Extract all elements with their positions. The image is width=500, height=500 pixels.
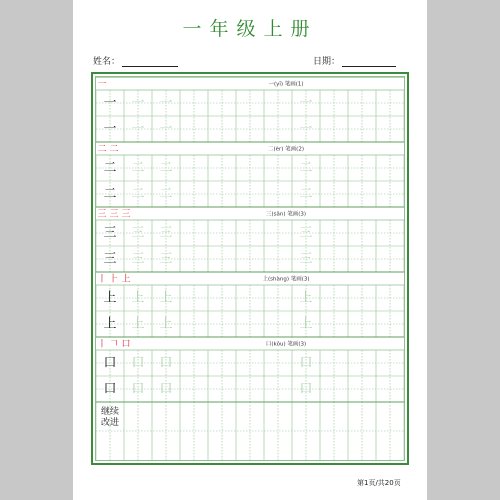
trace-character: 一 <box>159 121 173 137</box>
trace-character: 口 <box>299 355 313 371</box>
stroke-order-char: 三 <box>121 209 131 220</box>
trace-character: 口 <box>299 381 313 397</box>
model-character: 上 <box>103 290 117 306</box>
trace-character: 二 <box>299 186 313 202</box>
stroke-order-char: 三 <box>109 209 119 220</box>
trace-character: 口 <box>159 355 173 371</box>
trace-character: 二 <box>299 160 313 176</box>
trace-character: 二 <box>159 186 173 202</box>
page-footer: 第1页/共20页 <box>357 479 401 487</box>
stroke-order-char: 三 <box>97 209 107 220</box>
model-character: 二 <box>103 160 117 176</box>
model-character: 一 <box>103 95 117 111</box>
character-label: 二(èr) 笔画(2) <box>268 146 304 153</box>
stroke-order-char: 一 <box>97 79 107 90</box>
practice-grid-frame <box>91 72 409 465</box>
worksheet-page <box>73 0 427 500</box>
trace-character: 上 <box>159 290 173 306</box>
trace-character: 上 <box>159 316 173 332</box>
trace-character: 一 <box>131 95 145 111</box>
stroke-order-char: 二 <box>97 144 107 155</box>
trace-character: 三 <box>159 225 173 241</box>
stroke-order-char: 上 <box>121 274 131 285</box>
stroke-order-char: 二 <box>109 144 119 155</box>
practice-grid <box>95 76 405 461</box>
stroke-order-char: 丨 <box>97 274 107 285</box>
model-character: 二 <box>103 186 117 202</box>
trace-character: 一 <box>131 121 145 137</box>
trace-character: 上 <box>131 316 145 332</box>
trace-character: 口 <box>159 381 173 397</box>
date-label: 日期： <box>313 57 341 67</box>
trace-character: 口 <box>131 381 145 397</box>
practice-grid-svg <box>96 77 404 460</box>
trace-character: 口 <box>131 355 145 371</box>
trace-character: 三 <box>159 251 173 267</box>
continue-label: 继续 <box>100 407 120 417</box>
trace-character: 一 <box>299 121 313 137</box>
model-character: 三 <box>103 251 117 267</box>
name-label: 姓名： <box>93 57 121 67</box>
character-label: 口(kǒu) 笔画(3) <box>265 341 307 348</box>
stroke-order-char: ⺊ <box>109 274 119 285</box>
trace-character: 三 <box>299 225 313 241</box>
trace-character: 上 <box>299 290 313 306</box>
trace-character: 一 <box>159 95 173 111</box>
date-field <box>313 54 396 67</box>
trace-character: 三 <box>299 251 313 267</box>
continue-label: 改进 <box>100 418 120 428</box>
stroke-order-char: 丨 <box>97 339 107 350</box>
trace-character: 上 <box>299 316 313 332</box>
name-blank-line[interactable] <box>122 56 178 67</box>
model-character: 一 <box>103 121 117 137</box>
trace-character: 二 <box>159 160 173 176</box>
trace-character: 三 <box>131 225 145 241</box>
stroke-order-char: 口 <box>121 339 131 350</box>
trace-character: 一 <box>299 95 313 111</box>
date-blank-line[interactable] <box>342 56 396 67</box>
character-label: 三(sān) 笔画(3) <box>265 211 307 218</box>
trace-character: 二 <box>131 160 145 176</box>
model-character: 口 <box>103 381 117 397</box>
model-character: 口 <box>103 355 117 371</box>
character-label: 一(yī) 笔画(1) <box>268 81 304 88</box>
stroke-order-char: 𠃍 <box>109 339 119 350</box>
trace-character: 上 <box>131 290 145 306</box>
character-label: 上(shàng) 笔画(3) <box>262 276 310 283</box>
page-title: 一年级上册 <box>182 18 318 40</box>
name-field <box>93 54 178 67</box>
trace-character: 二 <box>131 186 145 202</box>
trace-character: 三 <box>131 251 145 267</box>
model-character: 三 <box>103 225 117 241</box>
model-character: 上 <box>103 316 117 332</box>
